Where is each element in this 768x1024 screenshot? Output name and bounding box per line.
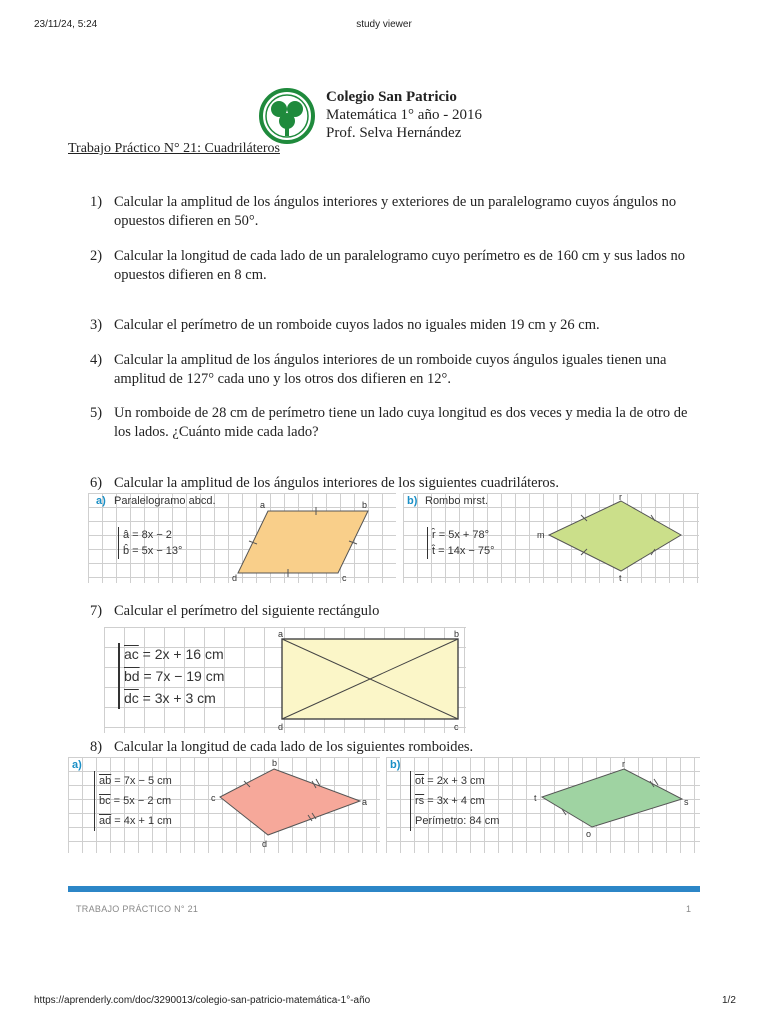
teacher: Prof. Selva Hernández bbox=[326, 125, 462, 141]
figure-8b: b) $\overline{ot} = 2x + 3$ cm $\overline{rs} = 3x + 4$ cm Perímetro: 84 cm r t s o bbox=[386, 757, 700, 853]
svg-text:a: a bbox=[278, 629, 284, 639]
svg-text:t: t bbox=[619, 573, 622, 583]
school-block bbox=[326, 88, 482, 142]
course: Matemática 1° año - 2016 bbox=[326, 107, 482, 123]
question-8: 8) Calcular la longitud de cada lado de los siguientes romboides. bbox=[90, 739, 474, 755]
figure-6a: a) Paralelogramo abcd. â = 8x − 2 b̂ = 5x − 13° a b c d bbox=[88, 493, 396, 583]
question-4: 4) Calcular la amplitud de los ángulos interiores de un romboide cuyos ángulos iguales tienen una amplitud de 127° cada uno y los otros dos difieren en 12°. bbox=[90, 352, 667, 387]
doc-title: Trabajo Práctico N° 21: Cuadriláteros bbox=[68, 141, 280, 156]
question-1: 1) Calcular la amplitud de los ángulos interiores y exteriores de un paralelogramo cuyos ángulos no opuestos difieren en 50°. bbox=[90, 194, 677, 229]
print-url[interactable]: https://aprenderly.com/doc/3290013/colegio-san-patricio-matemática-1°-año bbox=[34, 995, 371, 1006]
svg-text:c: c bbox=[211, 793, 216, 803]
svg-text:c: c bbox=[454, 722, 459, 732]
svg-text:a: a bbox=[362, 797, 368, 807]
print-page-count: 1/2 bbox=[722, 995, 736, 1006]
question-2: 2) Calcular la longitud de cada lado de un paralelogramo cuyo perímetro es de 160 cm y sus lados no opuestos difieren en 8 cm. bbox=[90, 248, 685, 283]
figure-6b: b) Rombo mrst. r̂ = 5x + 78° t̂ = 14x − 75° r m t bbox=[403, 493, 699, 583]
svg-text:t: t bbox=[534, 793, 537, 803]
footer-page-number: 1 bbox=[686, 904, 692, 914]
svg-text:r: r bbox=[619, 493, 622, 502]
svg-text:o: o bbox=[586, 829, 592, 839]
svg-text:a: a bbox=[260, 500, 266, 510]
svg-text:d: d bbox=[278, 722, 284, 732]
footer-label: TRABAJO PRÁCTICO N° 21 bbox=[76, 904, 199, 914]
figure-8a: a) $\overline{ab} = 7x - 5$ cm $\overline{bc} = 5x - 2$ cm $\overline{ad} = 4x + 1$ cm b c a d bbox=[68, 757, 380, 853]
shamrock-logo-icon bbox=[258, 88, 316, 149]
print-title: study viewer bbox=[356, 19, 412, 30]
svg-text:s: s bbox=[684, 797, 689, 807]
footer-bar bbox=[68, 886, 700, 892]
question-6: 6) Calcular la amplitud de los ángulos interiores de los siguientes cuadriláteros. bbox=[90, 475, 559, 491]
svg-text:b: b bbox=[272, 758, 278, 768]
svg-text:b: b bbox=[454, 629, 460, 639]
question-5: 5) Un romboide de 28 cm de perímetro tiene un lado cuya longitud es dos veces y media la de otro de los lados. ¿Cuánto mide cada lado? bbox=[90, 405, 688, 440]
question-3: 3) Calcular el perímetro de un romboide cuyos lados no iguales miden 19 cm y 26 cm. bbox=[90, 317, 600, 333]
svg-text:m: m bbox=[537, 530, 545, 540]
svg-text:b: b bbox=[362, 500, 368, 510]
svg-text:r: r bbox=[622, 759, 625, 769]
svg-text:d: d bbox=[232, 573, 238, 583]
print-datetime: 23/11/24, 5:24 bbox=[34, 19, 98, 30]
svg-text:c: c bbox=[342, 573, 347, 583]
figure-7: $\overline{ac} = 2x + 16$ cm $\overline{bd} = 7x - 19$ cm $\overline{dc} = 3x + 3$ cm a b c d bbox=[104, 627, 466, 733]
question-7: 7) Calcular el perímetro del siguiente rectángulo bbox=[90, 603, 380, 619]
school-name: Colegio San Patricio bbox=[326, 89, 457, 105]
svg-text:d: d bbox=[262, 839, 268, 849]
